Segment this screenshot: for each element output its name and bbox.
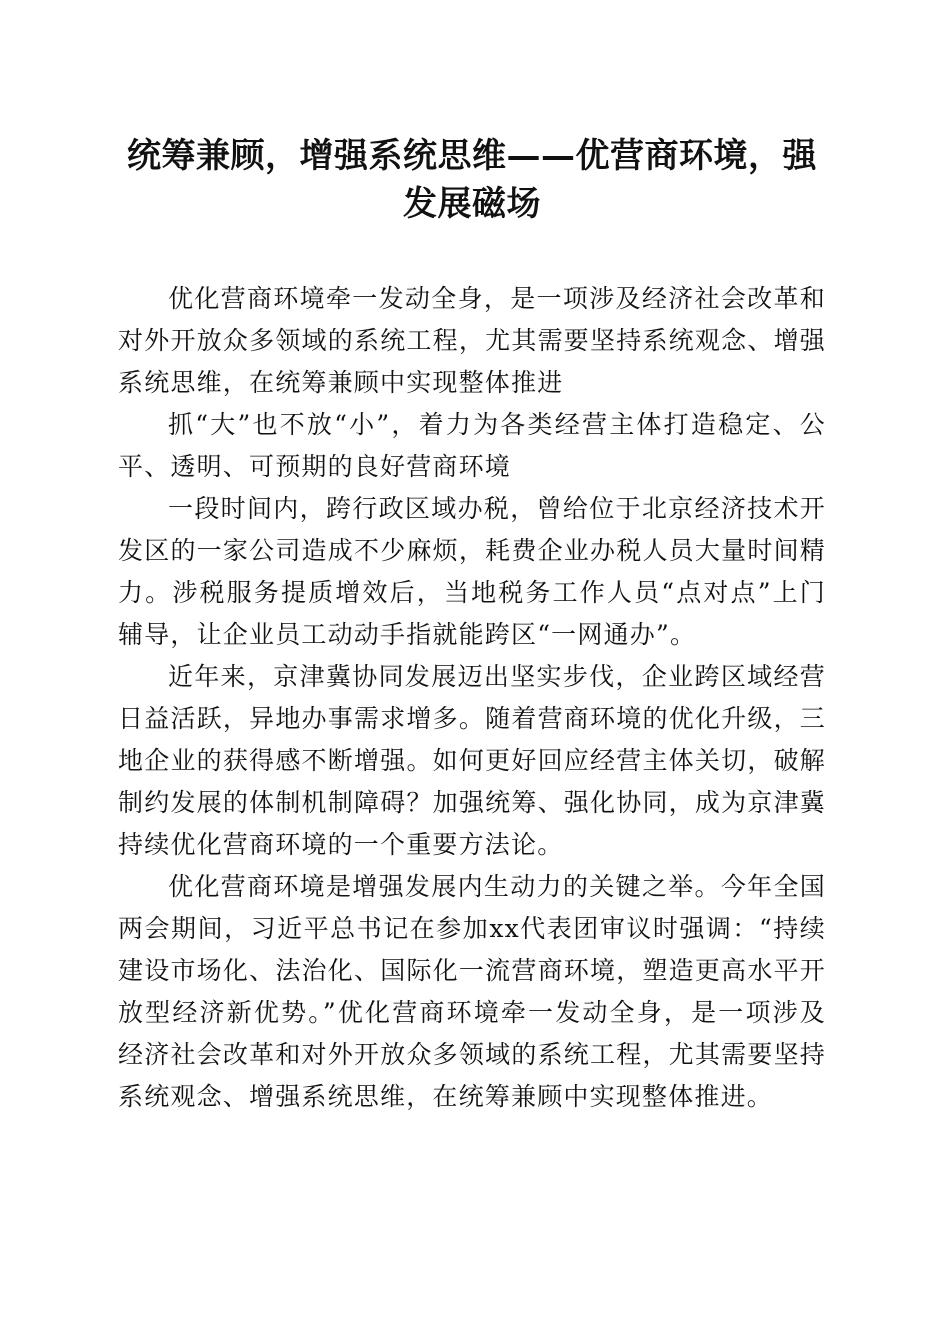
paragraph: 优化营商环境牵一发动全身，是一项涉及经济社会改革和对外开放众多领域的系统工程，尤其需要坚持系统观念、增强系统思维，在统筹兼顾中实现整体推进 xyxy=(118,284,826,397)
paragraph: 近年来，京津冀协同发展迈出坚实步伐，企业跨区域经营日益活跃，异地办事需求增多。随着营商环境的优化升级，三地企业的获得感不断增强。如何更好回应经营主体关切，破解制约发展的体制机制障碍？加强统筹、强化协同，成为京津冀持续优化营商环境的一个重要方法论。 xyxy=(118,662,826,859)
paragraph: 优化营商环境是增强发展内生动力的关键之举。今年全国两会期间，习近平总书记在参加xx代表团审议时强调：“持续建设市场化、法治化、国际化一流营商环境，塑造更高水平开放型经济新优势。”优化营商环境牵一发动全身，是一项涉及经济社会改革和对外开放众多领域的系统工程，尤其需要坚持系统观念、增强系统思维，在统筹兼顾中实现整体推进。 xyxy=(118,872,826,1111)
document-page xyxy=(118,132,826,1118)
paragraph: 一段时间内，跨行政区域办税，曾给位于北京经济技术开发区的一家公司造成不少麻烦，耗费企业办税人员大量时间精力。涉税服务提质增效后，当地税务工作人员“点对点”上门辅导，让企业员工动动手指就能跨区“一网通办”。 xyxy=(118,494,826,649)
document-body xyxy=(118,278,826,1118)
document-title: 统筹兼顾，增强系统思维——优营商环境，强发展磁场 xyxy=(127,136,817,224)
paragraph: 抓“大”也不放“小”，着力为各类经营主体打造稳定、公平、透明、可预期的良好营商环境 xyxy=(118,410,826,481)
